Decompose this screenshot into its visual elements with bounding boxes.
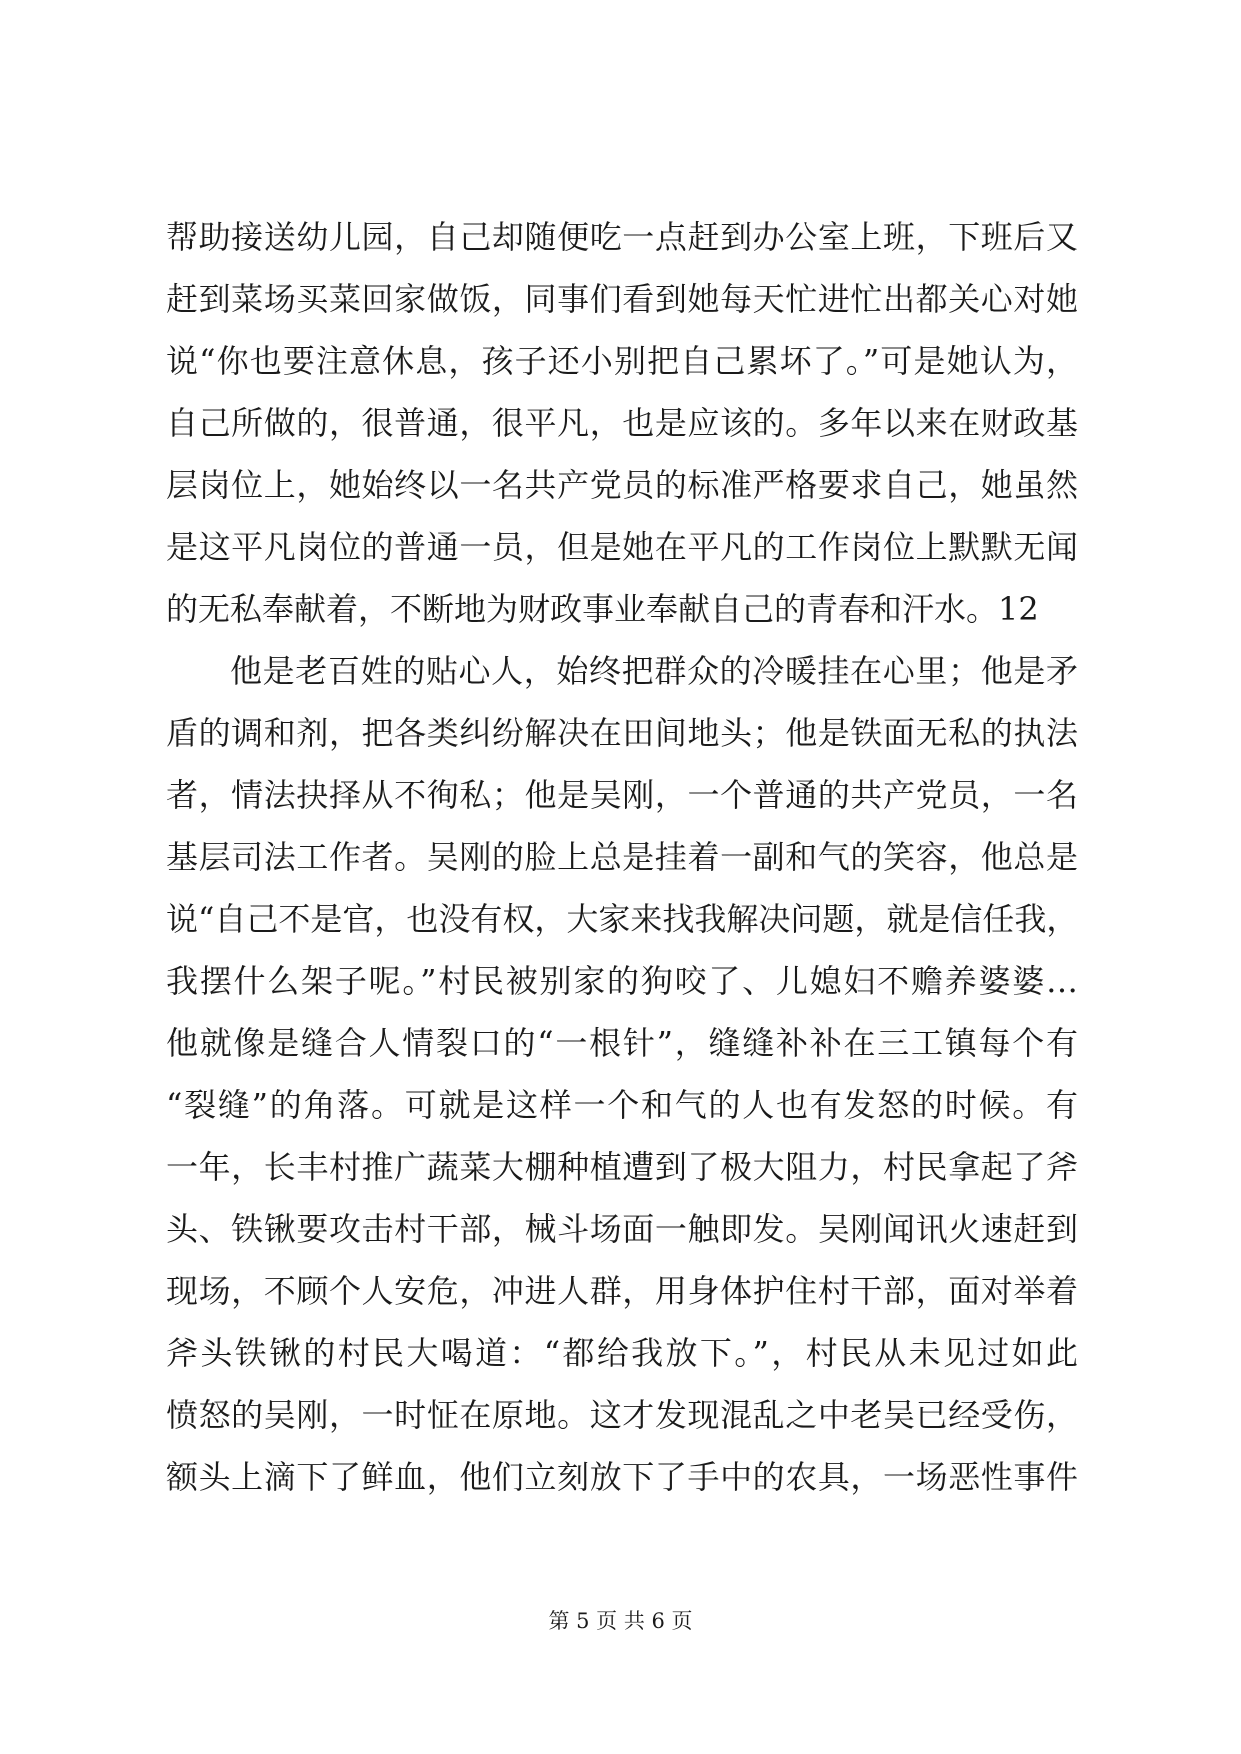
text-line: 一年，长丰村推广蔬菜大棚种植遭到了极大阻力，村民拿起了斧 <box>166 1148 1078 1186</box>
text-line: 他是老百姓的贴心人，始终把群众的冷暖挂在心里；他是矛 <box>230 652 1078 690</box>
text-line: 者，情法抉择从不徇私；他是吴刚，一个普通的共产党员，一名 <box>166 776 1078 814</box>
text-line: 赶到菜场买菜回家做饭，同事们看到她每天忙进忙出都关心对她 <box>166 280 1078 318</box>
text-line: 基层司法工作者。吴刚的脸上总是挂着一副和气的笑容，他总是 <box>166 838 1078 876</box>
text-line: 盾的调和剂，把各类纠纷解决在田间地头；他是铁面无私的执法 <box>166 714 1078 752</box>
body-text <box>166 206 1078 1508</box>
text-line: 斧头铁锹的村民大喝道：“都给我放下。”，村民从未见过如此 <box>166 1334 1078 1372</box>
text-line: 帮助接送幼儿园，自己却随便吃一点赶到办公室上班，下班后又 <box>166 218 1078 256</box>
text-line: 现场，不顾个人安危，冲进人群，用身体护住村干部，面对举着 <box>166 1272 1078 1310</box>
text-line: 是这平凡岗位的普通一员，但是她在平凡的工作岗位上默默无闻 <box>166 528 1078 566</box>
text-line: 头、铁锹要攻击村干部，械斗场面一触即发。吴刚闻讯火速赶到 <box>166 1210 1078 1248</box>
text-line: 说“自己不是官，也没有权，大家来找我解决问题，就是信任我， <box>166 900 1079 938</box>
text-line: 我摆什么架子呢。”村民被别家的狗咬了、儿媳妇不赡养婆婆… <box>166 962 1078 1000</box>
text-line: 说“你也要注意休息，孩子还小别把自己累坏了。”可是她认为， <box>166 342 1078 380</box>
text-line: 他就像是缝合人情裂口的“一根针”，缝缝补补在三工镇每个有 <box>166 1024 1078 1062</box>
page-number-footer: 第 5 页 共 6 页 <box>548 1609 693 1633</box>
text-line: 愤怒的吴刚，一时怔在原地。这才发现混乱之中老吴已经受伤， <box>166 1396 1078 1434</box>
text-line: 的无私奉献着，不断地为财政事业奉献自己的青春和汗水。12 <box>166 590 1039 628</box>
text-line: 层岗位上，她始终以一名共产党员的标准严格要求自己，她虽然 <box>166 466 1078 504</box>
text-line: “裂缝”的角落。可就是这样一个和气的人也有发怒的时候。有 <box>166 1086 1078 1124</box>
text-line: 自己所做的，很普通，很平凡，也是应该的。多年以来在财政基 <box>166 404 1078 442</box>
text-line: 额头上滴下了鲜血，他们立刻放下了手中的农具，一场恶性事件 <box>166 1458 1078 1496</box>
